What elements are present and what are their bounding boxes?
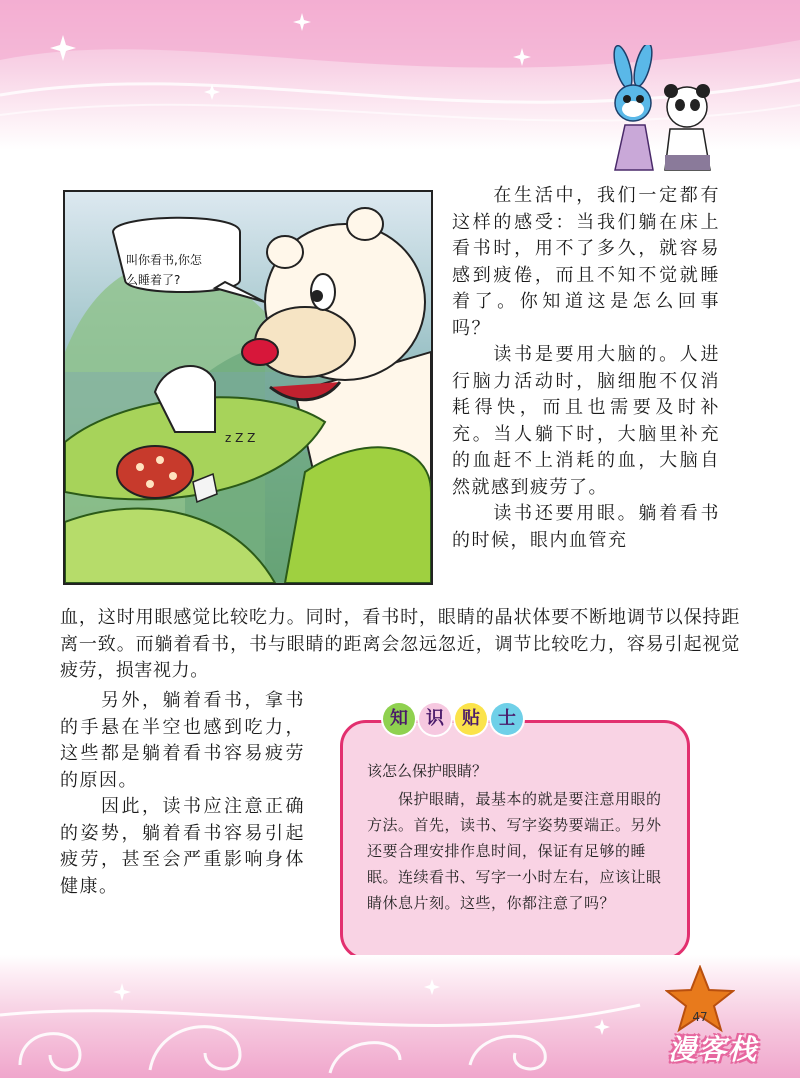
tip-title-char-2: 识	[419, 703, 451, 735]
tip-body-text: 保护眼睛，最基本的就是要注意用眼的方法。首先，读书、写字姿势要端正。另外还要合理安排作息时间，保证有足够的睡眠。连续看书、写字一小时左右，应该让眼睛休息片刻。这些，你都注意了吗？	[367, 790, 662, 912]
left-column-text	[60, 688, 305, 900]
rabbit-figure	[611, 45, 656, 170]
knowledge-tip-title	[383, 703, 523, 735]
paragraph-brain: 读书是要用大脑的。人进行脑力活动时，脑细胞不仅消耗得快，而且也需要及时补充。当人躺下时，大脑里补充的血赶不上消耗的血，大脑自然就感到疲劳了。	[452, 344, 720, 498]
panda-figure	[664, 84, 710, 170]
tip-title-char-4: 士	[491, 703, 523, 735]
paragraph-conclusion: 因此，读书应注意正确的姿势，躺着看书容易引起疲劳，甚至会严重影响身体健康。	[60, 796, 305, 897]
mascot-characters-illustration	[585, 45, 735, 175]
paragraph-eyes-start: 读书还要用眼。躺着看书的时候，眼内血管充	[452, 503, 720, 551]
tip-question: 该怎么保护眼睛？	[367, 762, 488, 780]
paragraph-eyes-continued: 血，这时用眼感觉比较吃力。同时，看书时，眼睛的晶状体要不断地调节以保持距离一致。而躺着看书，书与眼睛的距离会忽远忽近，调节比较吃力，容易引起视觉疲劳，损害视力。	[60, 607, 740, 681]
paragraph-hand-tired: 另外，躺着看书，拿书的手悬在半空也感到吃力，这些都是躺着看书容易疲劳的原因。	[60, 690, 305, 791]
paragraph-feeling: 在生活中，我们一定都有这样的感受：当我们躺在床上看书时，用不了多久，就容易感到疲倦，而且不知不觉就睡着了。你知道这是怎么回事吗？	[452, 185, 720, 339]
right-column-text	[452, 183, 720, 554]
watermark-logo: 漫客栈	[668, 1033, 759, 1066]
sleep-sound-text: z Z Z	[225, 431, 256, 445]
tip-title-char-1: 知	[383, 703, 415, 735]
tip-title-char-3: 贴	[455, 703, 487, 735]
speech-line-1: 叫你看书,你怎	[126, 253, 202, 267]
speech-bubble-text	[118, 246, 236, 306]
page-number: 47	[692, 1010, 708, 1024]
speech-line-2: 么睡着了?	[126, 273, 181, 287]
